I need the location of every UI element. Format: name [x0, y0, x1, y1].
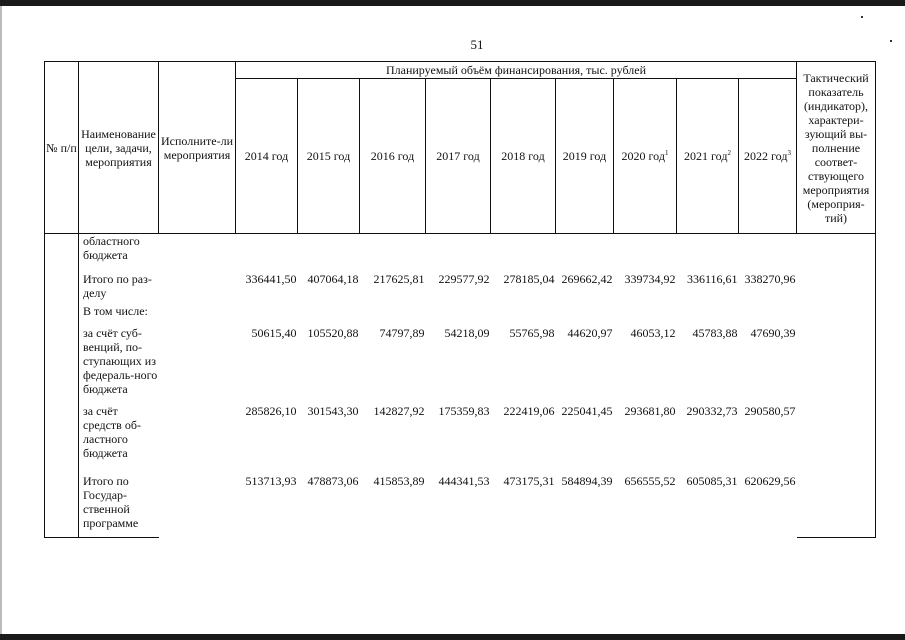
row-value-cell: 269662,42	[561, 271, 613, 286]
row-value-cell	[236, 304, 298, 326]
header-year-label: 2020 год	[621, 149, 665, 163]
header-year	[236, 79, 298, 234]
scan-speck	[861, 16, 863, 18]
row-name-cell: за счёт суб-венций, по-ступающих из федераль-ного бюджета	[79, 326, 159, 404]
row-no-cell	[45, 326, 79, 404]
row-executor-cell	[159, 234, 236, 272]
row-executor-cell	[159, 304, 236, 326]
row-no-cell	[45, 234, 79, 272]
header-year	[556, 79, 614, 234]
header-year	[677, 79, 739, 234]
header-indicator: Тактический показатель (индикатор), характери-зующий вы-полнение соответ-ствующего мероприятия (мероприя-тий)	[797, 62, 876, 234]
row-indicator-cell	[797, 404, 876, 474]
row-value-cell: 285826,10	[245, 403, 297, 418]
row-value-cell	[298, 234, 360, 272]
scan-top-border	[0, 0, 905, 6]
row-value-cell: 656555,52	[624, 473, 676, 488]
scan-bottom-border	[0, 634, 905, 640]
header-no: № п/п	[45, 62, 79, 234]
header-year-label: 2019 год	[562, 149, 607, 163]
row-no-cell	[45, 304, 79, 326]
row-no-cell	[45, 272, 79, 304]
row-indicator-cell	[797, 304, 876, 326]
row-name-cell: В том числе:	[79, 304, 159, 326]
row-name-cell: Итого по раз-делу	[79, 272, 159, 304]
row-value-cell	[739, 234, 797, 272]
row-value-cell: 217625,81	[373, 271, 425, 286]
footnote-marker: 1	[664, 149, 669, 157]
row-value-cell: 605085,31	[686, 473, 738, 488]
row-value-cell: 74797,89	[379, 325, 425, 340]
row-value-cell: 54218,09	[444, 325, 490, 340]
row-value-cell	[556, 234, 614, 272]
row-value-cell	[739, 304, 797, 326]
header-financing-group: Планируемый объём финансирования, тыс. рублей	[236, 62, 797, 79]
row-indicator-cell	[797, 272, 876, 304]
row-value-cell: 620629,56	[744, 473, 796, 488]
row-value-cell	[426, 304, 491, 326]
row-value-cell: 55765,98	[509, 325, 555, 340]
row-value-cell: 584894,39	[561, 473, 613, 488]
row-executor-cell	[159, 272, 236, 304]
row-value-cell: 278185,04	[503, 271, 555, 286]
row-name-cell: Итого по Государ-ственной программе	[79, 474, 159, 538]
row-value-cell: 175359,83	[438, 403, 490, 418]
row-value-cell	[614, 234, 677, 272]
scan-speck	[890, 40, 892, 42]
row-value-cell	[677, 234, 739, 272]
row-indicator-cell	[797, 474, 876, 538]
row-indicator-cell	[797, 326, 876, 404]
footnote-marker: 3	[787, 149, 791, 157]
header-name: Наименование цели, задачи, мероприятия	[79, 62, 159, 234]
financing-table	[44, 61, 876, 538]
table-row	[45, 272, 876, 304]
table-row	[45, 234, 876, 272]
header-year-label: 2022 год	[744, 149, 788, 163]
row-value-cell	[556, 304, 614, 326]
row-value-cell: 46053,12	[630, 325, 676, 340]
header-year	[491, 79, 556, 234]
row-executor-cell	[159, 474, 236, 538]
row-value-cell	[491, 234, 556, 272]
row-executor-cell	[159, 404, 236, 474]
row-value-cell	[298, 304, 360, 326]
table-row	[45, 474, 876, 538]
header-year-label: 2017 год	[436, 149, 480, 163]
row-value-cell	[360, 304, 426, 326]
row-value-cell: 229577,92	[438, 271, 490, 286]
row-no-cell	[45, 474, 79, 538]
row-name-cell: за счёт средств об-ластного бюджета	[79, 404, 159, 474]
row-value-cell	[677, 304, 739, 326]
row-value-cell: 301543,30	[307, 403, 359, 418]
header-year	[739, 79, 797, 234]
header-year	[426, 79, 491, 234]
header-year-label: 2018 год	[501, 149, 545, 163]
row-value-cell: 513713,93	[245, 473, 297, 488]
row-value-cell: 222419,06	[503, 403, 555, 418]
row-value-cell: 44620,97	[567, 325, 613, 340]
header-year-label: 2021 год	[684, 149, 728, 163]
row-executor-cell	[159, 326, 236, 404]
row-value-cell	[614, 304, 677, 326]
row-value-cell: 105520,88	[307, 325, 359, 340]
row-value-cell: 225041,45	[561, 403, 613, 418]
row-value-cell	[236, 234, 298, 272]
header-year	[614, 79, 677, 234]
row-value-cell: 336441,50	[245, 271, 297, 286]
table-row	[45, 404, 876, 474]
row-value-cell	[360, 234, 426, 272]
row-value-cell: 336116,61	[686, 271, 738, 286]
header-year-label: 2015 год	[306, 149, 351, 163]
row-value-cell: 444341,53	[438, 473, 490, 488]
table-body	[45, 234, 876, 538]
row-name-cell: областного бюджета	[79, 234, 159, 272]
table-row	[45, 326, 876, 404]
row-value-cell: 142827,92	[373, 403, 425, 418]
row-value-cell: 473175,31	[503, 473, 555, 488]
table-row	[45, 304, 876, 326]
header-year	[298, 79, 360, 234]
row-value-cell: 407064,18	[307, 271, 359, 286]
row-no-cell	[45, 404, 79, 474]
row-value-cell: 47690,39	[750, 325, 796, 340]
header-year-label: 2014 год	[244, 149, 289, 163]
scan-left-edge	[0, 6, 2, 634]
row-value-cell	[491, 304, 556, 326]
header-year	[360, 79, 426, 234]
page-number: 51	[470, 37, 484, 52]
row-value-cell: 478873,06	[307, 473, 359, 488]
row-value-cell: 290580,57	[744, 403, 796, 418]
header-executor: Исполните-ли мероприятия	[159, 62, 236, 234]
row-value-cell	[426, 234, 491, 272]
row-value-cell: 290332,73	[686, 403, 738, 418]
row-value-cell: 338270,96	[744, 271, 796, 286]
row-indicator-cell	[797, 234, 876, 272]
row-value-cell: 415853,89	[373, 473, 425, 488]
row-value-cell: 50615,40	[251, 325, 297, 340]
row-value-cell: 293681,80	[624, 403, 676, 418]
row-value-cell: 339734,92	[624, 271, 676, 286]
header-year-label: 2016 год	[370, 149, 415, 163]
row-value-cell: 45783,88	[692, 325, 738, 340]
footnote-marker: 2	[727, 149, 731, 157]
